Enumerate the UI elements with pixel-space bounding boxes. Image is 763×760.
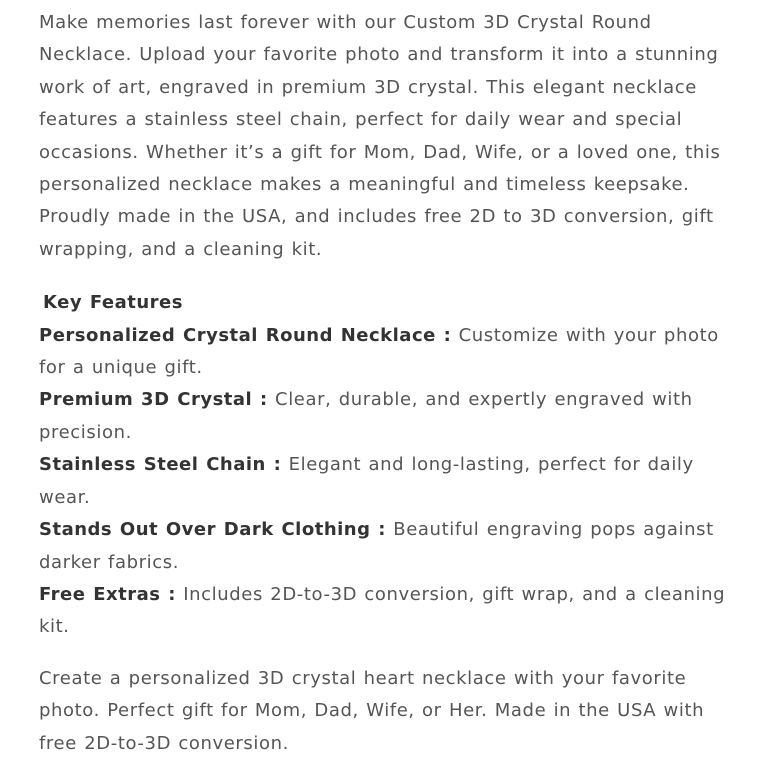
feature-item — [39, 384, 739, 449]
product-description — [39, 7, 739, 760]
feature-title: Stands Out Over Dark Clothing : — [39, 519, 386, 541]
key-features-heading: Key Features — [43, 292, 183, 314]
feature-item — [39, 579, 739, 644]
feature-text: Includes 2D-to-3D conversion, gift wrap, and a cleaning kit. — [39, 583, 726, 638]
feature-text: Beautiful engraving pops against darker fabrics. — [39, 519, 714, 573]
feature-item — [39, 514, 739, 579]
feature-title: Free Extras : — [39, 583, 176, 605]
feature-text: Clear, durable, and expertly engraved with precision. — [39, 389, 693, 443]
feature-item — [39, 449, 739, 514]
feature-item — [39, 320, 739, 385]
intro-paragraph: Make memories last forever with our Custom 3D Crystal Round Necklace. Upload your favorite photo and transform it into a stunning work of art, engraved in premium 3D crystal. This elegant necklace features a stainless steel chain, perfect for daily wear and special occasions. Whether it’s a gift for Mom, Dad, Wife, or a loved one, this personalized necklace makes a meaningful and timeless keepsake. Proudly made in the USA, and includes free 2D to 3D conversion, gift wrapping, and a cleaning kit. — [39, 12, 721, 260]
feature-text: Elegant and long-lasting, perfect for daily wear. — [39, 454, 694, 508]
closing-paragraph: Create a personalized 3D crystal heart necklace with your favorite photo. Perfect gift for Mom, Dad, Wife, or Her. Made in the USA with free 2D-to-3D conversion. — [39, 667, 705, 754]
feature-list — [39, 320, 739, 644]
feature-text: Customize with your photo for a unique gift. — [39, 324, 719, 379]
feature-title: Personalized Crystal Round Necklace : — [39, 324, 452, 346]
feature-title: Premium 3D Crystal : — [39, 389, 268, 411]
feature-title: Stainless Steel Chain : — [39, 454, 282, 476]
